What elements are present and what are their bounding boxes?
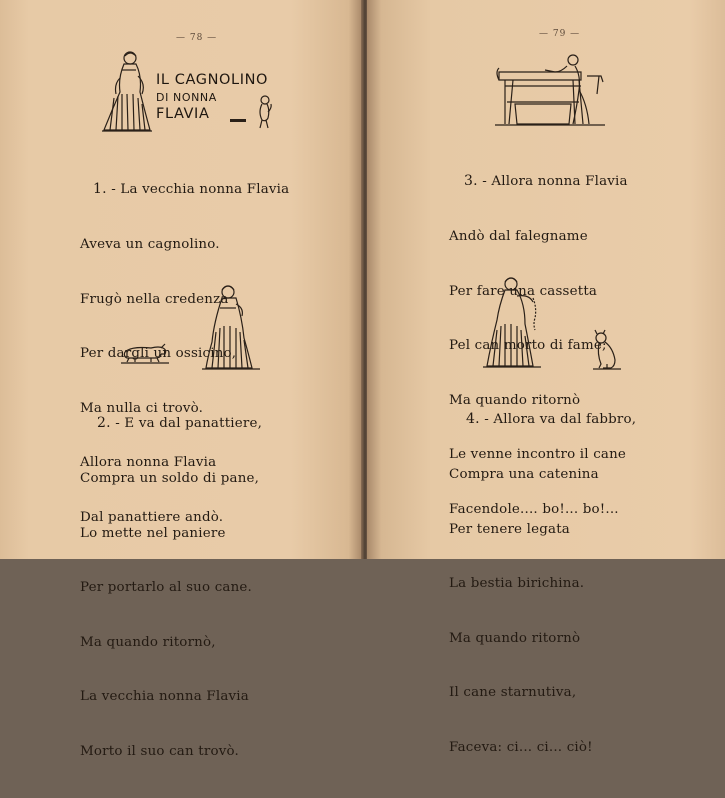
small-dog-sitting [593,330,621,370]
stanza-line: - Allora nonna Flavia [482,174,628,190]
dachshund-lying [121,342,169,364]
old-woman-holding-chain [481,274,545,370]
stanza-line: Il cane starnutiva, [449,685,577,701]
stanza-line: Morto il suo can trovò. [80,744,239,760]
stanza-line: Allora nonna Flavia [80,455,217,471]
stanza-line: Pel can morto di fame; [449,338,607,354]
stanza-line: Le venne incontro il cane [449,447,627,463]
stanza-line: Per tenere legata [449,521,570,537]
stanza-number: 4. [466,411,480,428]
stanza-line: - Allora va dal fabbro, [484,412,637,428]
stanza-line: Ma quando ritornò [449,392,581,408]
carpenter-at-workbench [495,46,607,130]
stanza-2 [80,378,262,798]
stanza-line: Compra un soldo di pane, [80,471,260,487]
small-dog-standing [254,94,274,132]
ground-mark [230,118,248,124]
old-woman-title-figure [100,48,155,134]
stanza-line: Compra una catenina [449,467,599,483]
stanza-line: Frugò nella credenza [80,291,229,307]
stanza-line: Per fare una cassetta [449,283,598,299]
stanza-line: Lo mette nel paniere [80,525,226,541]
stanza-line: Aveva un cagnolino. [80,237,220,253]
right-page [367,0,725,756]
title-line-1: IL CAGNOLINO [156,72,269,88]
stanza-line: Per dargli un ossicino, [80,346,237,362]
poem-title [156,72,268,123]
stanza-line: Ma nulla ci trovò. [80,400,204,416]
stanza-line: Dal panattiere andò. [80,510,224,526]
stanza-line: - E va dal panattiere, [115,416,263,432]
title-line-3: FLAVIA [156,106,210,122]
left-page [0,0,363,760]
title-line-2: DI NONNA [156,91,217,104]
stanza-line: Andò dal falegname [449,229,588,245]
page-number-right: — 79 — [539,29,581,39]
stanza-line: Ma quando ritornò [449,630,581,646]
stanza-line: Per portarlo al suo cane. [80,580,253,596]
stanza-line: La vecchia nonna Flavia [80,689,249,705]
stanza-4 [449,374,636,794]
stanza-number: 1. [93,181,107,198]
stanza-line: Ma quando ritornò, [80,634,216,650]
old-woman-at-baker [202,282,264,372]
stanza-line: Faceva: ci... ci... ciò! [449,740,593,756]
stanza-line: - La vecchia nonna Flavia [111,182,290,198]
stanza-number: 3. [464,173,478,190]
stanza-line: Facendole.... bo!... bo!... [449,502,619,518]
stanza-line: La bestia birichina. [449,576,585,592]
page-number-left: — 78 — [176,33,218,43]
stanza-number: 2. [97,415,111,432]
